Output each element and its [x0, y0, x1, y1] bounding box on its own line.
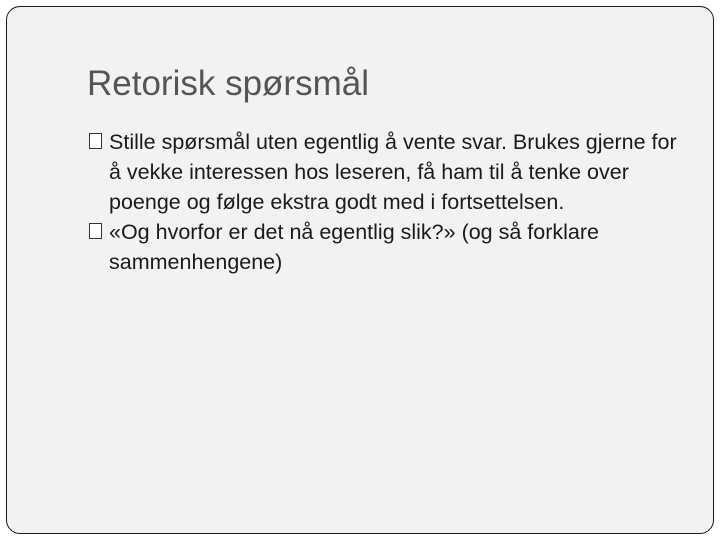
missing-glyph-box-icon [89, 133, 102, 149]
missing-glyph-box-icon [89, 223, 102, 239]
bullet-list [89, 127, 689, 277]
slide-frame [6, 6, 714, 534]
bullet-text: «Og hvorfor er det nå egentlig slik?» (og så forklare sammenhengene) [109, 220, 599, 274]
slide-title: Retorisk spørsmål [87, 64, 369, 103]
bullet-text: Stille spørsmål uten egentlig å vente svar. Brukes gjerne for å vekke interessen hos leseren, få ham til å tenke over poenge og følge ekstra godt med i fortsettelsen. [109, 130, 677, 214]
bullet-item [89, 127, 689, 217]
bullet-item [89, 217, 689, 277]
